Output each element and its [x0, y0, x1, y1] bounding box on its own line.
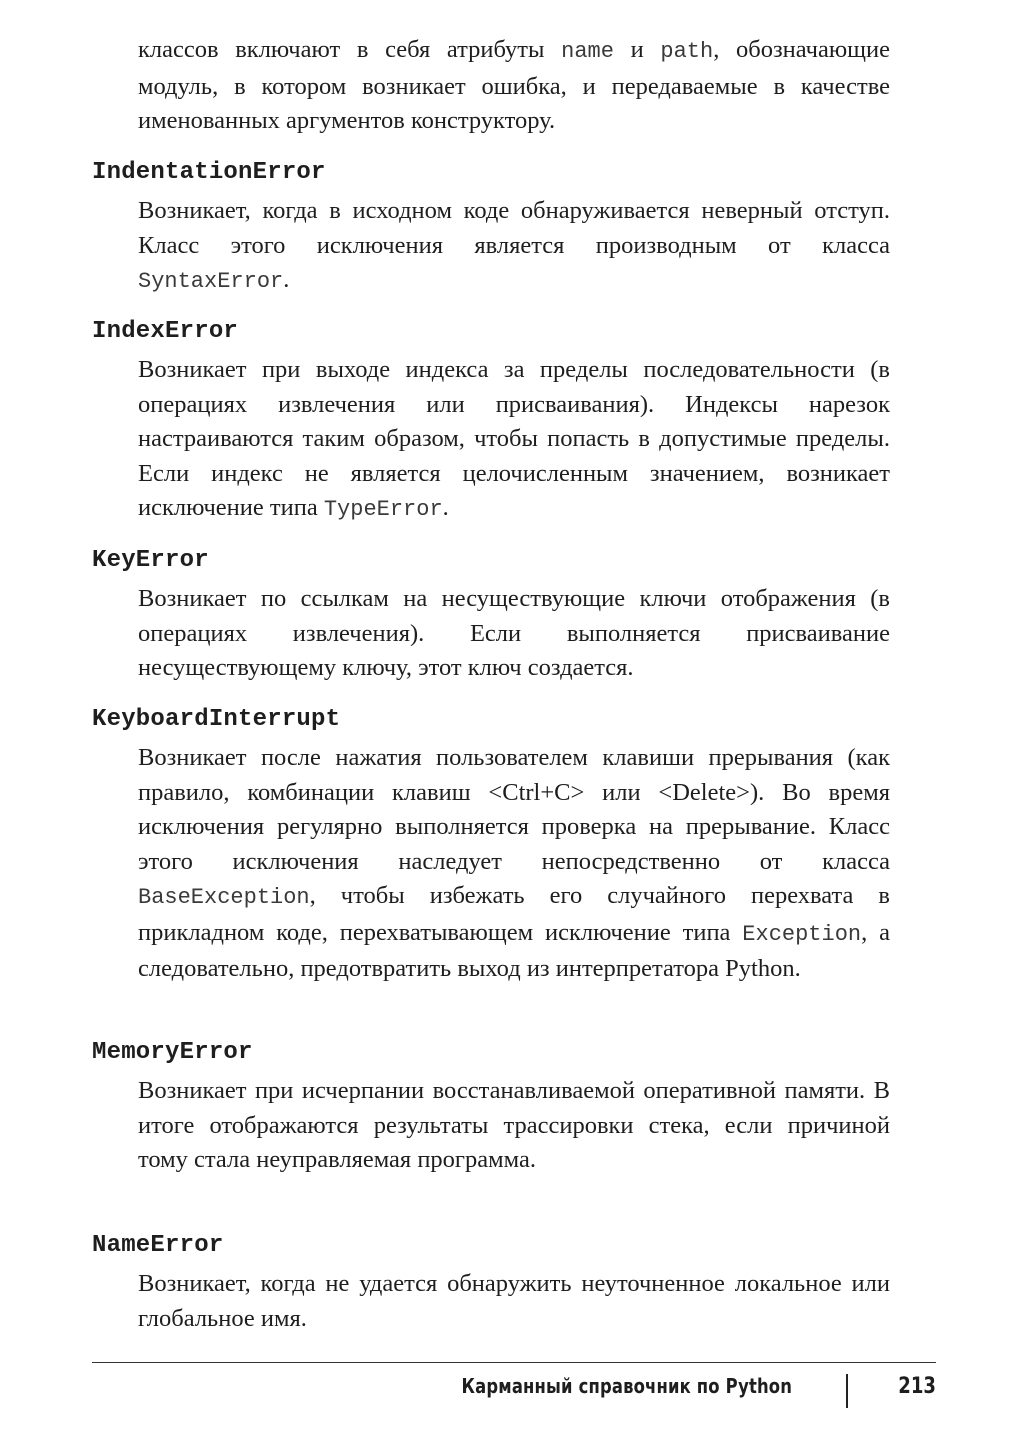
term-keyerror: KeyError	[92, 547, 209, 574]
intro-code-name: name	[561, 39, 614, 64]
code-baseexception: BaseException	[138, 885, 310, 910]
desc-indentationerror	[138, 194, 890, 300]
desc-text: , чтобы избежать его случайного перехвата в прикладном коде, перехватывающем исключение типа	[138, 882, 890, 946]
desc-text: Возникает при исчерпании восстанавливаемой оперативной памяти. В итоге отображаются результаты трассировки стека, если причиной тому стала неуправляемая программа.	[138, 1077, 890, 1173]
desc-text: .	[442, 494, 449, 521]
desc-keyerror	[138, 582, 890, 686]
page-number: 213	[898, 1374, 936, 1399]
intro-code-path: path	[660, 39, 714, 64]
desc-text: Возникает при выходе индекса за пределы последовательности (в операциях извлечения или присваивания). Индексы нарезок настраиваются таким образом, чтобы попасть в допустимые пределы. Если индекс не является целочисленным значением, возникает исключение типа	[138, 356, 890, 521]
footer-book-title: Карманный справочник по Python	[461, 1374, 792, 1398]
intro-paragraph	[138, 33, 890, 139]
desc-text: Возникает, когда в исходном коде обнаруживается неверный отступ. Класс этого исключения является производным от класса	[138, 197, 890, 259]
desc-text: Возникает по ссылкам на несуществующие ключи отображения (в операциях извлечения). Если выполняется присваивание несуществующему ключу, этот ключ создается.	[138, 585, 890, 681]
intro-text-3: , обозначающие модуль, в котором возникает ошибка, и передаваемые в качестве именованных аргументов конструктору.	[138, 36, 890, 134]
desc-text: Возникает, когда не удается обнаружить неуточненное локальное или глобальное имя.	[138, 1270, 890, 1332]
code-syntaxerror: SyntaxError	[138, 269, 284, 294]
intro-text-2: и	[613, 36, 661, 63]
intro-text-1: классов включают в себя атрибуты	[138, 36, 562, 63]
code-exception: Exception	[742, 921, 862, 947]
footer-rule	[92, 1362, 936, 1363]
term-nameerror: NameError	[92, 1232, 224, 1259]
desc-indexerror	[138, 353, 890, 528]
footer-separator	[846, 1374, 848, 1408]
desc-nameerror	[138, 1267, 890, 1336]
term-indexerror: IndexError	[92, 318, 239, 345]
desc-keyboardinterrupt	[138, 741, 890, 987]
term-keyboardinterrupt: KeyboardInterrupt	[92, 706, 341, 733]
code-typeerror: TypeError	[323, 497, 443, 522]
term-indentationerror: IndentationError	[92, 159, 326, 186]
term-memoryerror: MemoryError	[92, 1039, 253, 1066]
desc-text: , а следовательно, предотвратить выход из интерпретатора Python.	[138, 918, 890, 982]
desc-text: Возникает после нажатия пользователем клавиши прерывания (как правило, комбинации клавиш <Ctrl+C> или <Delete>). Во время исключения регулярно выполняется проверка на прерывание. Класс этого исключения наследует непосредственно от класса	[138, 744, 890, 875]
desc-text: .	[283, 266, 290, 293]
desc-memoryerror	[138, 1074, 890, 1178]
